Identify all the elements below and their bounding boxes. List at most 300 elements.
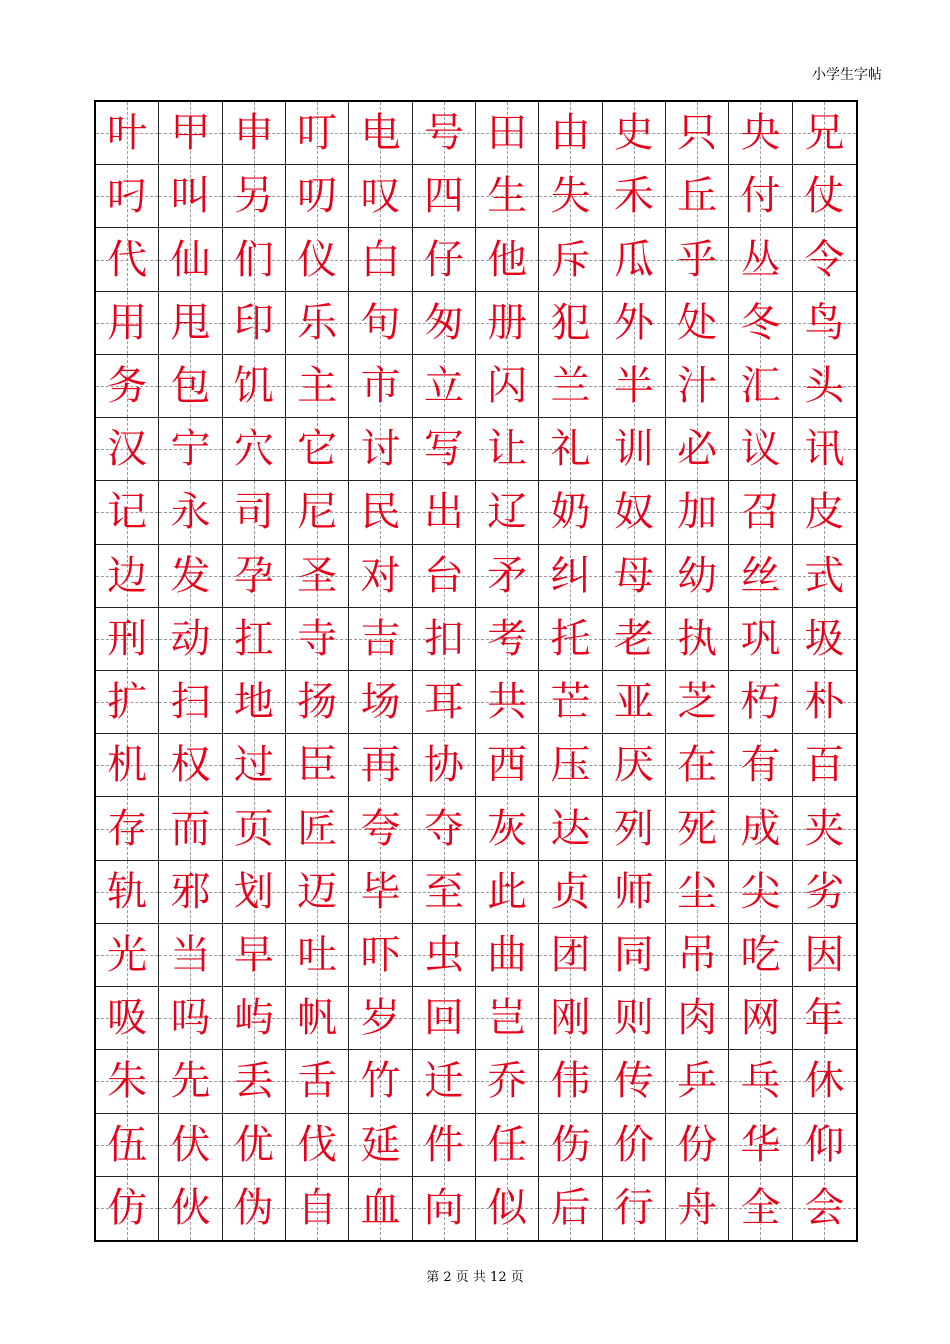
- practice-character: 民: [360, 489, 401, 536]
- practice-character: 舌: [297, 1058, 338, 1105]
- grid-cell: [223, 987, 286, 1050]
- grid-cell: [286, 1177, 349, 1240]
- grid-cell: [413, 228, 476, 291]
- grid-cell: [159, 987, 222, 1050]
- practice-character: 令: [804, 236, 845, 283]
- grid-cell: [96, 734, 159, 797]
- grid-cell: [476, 1050, 539, 1113]
- grid-cell: [286, 355, 349, 418]
- practice-character: 汉: [107, 426, 148, 473]
- practice-character: 让: [487, 426, 528, 473]
- grid-cell: [286, 1050, 349, 1113]
- practice-character: 加: [677, 489, 718, 536]
- practice-character: 至: [423, 868, 464, 915]
- grid-cell: [539, 292, 602, 355]
- practice-character: 训: [613, 426, 654, 473]
- grid-cell: [349, 671, 412, 734]
- practice-character: 灰: [487, 805, 528, 852]
- grid-cell: [539, 228, 602, 291]
- practice-character: 孕: [233, 552, 274, 599]
- practice-character: 吸: [107, 995, 148, 1042]
- grid-cell: [666, 1050, 729, 1113]
- practice-character: 仗: [804, 173, 845, 220]
- grid-cell: [793, 671, 856, 734]
- practice-character: 乐: [297, 299, 338, 346]
- grid-cell: [159, 797, 222, 860]
- practice-character: 竹: [360, 1058, 401, 1105]
- practice-character: 此: [487, 868, 528, 915]
- practice-character: 轨: [107, 868, 148, 915]
- practice-character: 尼: [297, 489, 338, 536]
- practice-character: 叼: [107, 173, 148, 220]
- grid-cell: [159, 671, 222, 734]
- practice-character: 会: [804, 1185, 845, 1232]
- practice-character: 冬: [740, 299, 781, 346]
- practice-character: 同: [613, 931, 654, 978]
- grid-cell: [666, 608, 729, 671]
- practice-character: 伏: [170, 1121, 211, 1168]
- practice-character: 匆: [423, 299, 464, 346]
- practice-character: 电: [360, 110, 401, 157]
- grid-cell: [159, 861, 222, 924]
- practice-character: 叮: [297, 110, 338, 157]
- practice-character: 达: [550, 805, 591, 852]
- grid-cell: [666, 671, 729, 734]
- grid-cell: [96, 102, 159, 165]
- grid-cell: [286, 797, 349, 860]
- practice-character: 另: [233, 173, 274, 220]
- grid-cell: [539, 1177, 602, 1240]
- grid-cell: [666, 228, 729, 291]
- practice-character: 任: [487, 1121, 528, 1168]
- practice-character: 迈: [297, 868, 338, 915]
- grid-cell: [476, 228, 539, 291]
- practice-character: 伍: [107, 1121, 148, 1168]
- practice-character: 幼: [677, 552, 718, 599]
- practice-character: 白: [360, 236, 401, 283]
- practice-character: 刚: [550, 995, 591, 1042]
- practice-character: 光: [107, 931, 148, 978]
- grid-cell: [539, 545, 602, 608]
- practice-character: 汇: [740, 362, 781, 409]
- practice-character: 地: [233, 679, 274, 726]
- grid-cell: [349, 545, 412, 608]
- grid-cell: [349, 734, 412, 797]
- grid-cell: [286, 228, 349, 291]
- grid-cell: [223, 545, 286, 608]
- practice-character: 丝: [740, 552, 781, 599]
- practice-character: 式: [804, 552, 845, 599]
- grid-cell: [666, 987, 729, 1050]
- grid-cell: [223, 292, 286, 355]
- practice-character: 瓜: [613, 236, 654, 283]
- grid-cell: [413, 1114, 476, 1177]
- practice-character: 因: [804, 931, 845, 978]
- practice-character: 必: [677, 426, 718, 473]
- grid-cell: [476, 1177, 539, 1240]
- practice-character: 伟: [550, 1058, 591, 1105]
- grid-cell: [729, 797, 792, 860]
- grid-cell: [286, 608, 349, 671]
- grid-cell: [539, 418, 602, 481]
- grid-cell: [666, 734, 729, 797]
- practice-character: 机: [107, 742, 148, 789]
- grid-cell: [286, 481, 349, 544]
- practice-character: 朽: [740, 679, 781, 726]
- practice-character: 老: [613, 615, 654, 662]
- grid-cell: [96, 608, 159, 671]
- practice-character: 记: [107, 489, 148, 536]
- grid-cell: [223, 102, 286, 165]
- grid-cell: [793, 734, 856, 797]
- grid-cell: [96, 987, 159, 1050]
- grid-cell: [729, 671, 792, 734]
- practice-character: 丘: [677, 173, 718, 220]
- grid-cell: [603, 102, 666, 165]
- practice-character: 则: [613, 995, 654, 1042]
- grid-cell: [603, 608, 666, 671]
- grid-cell: [793, 797, 856, 860]
- grid-cell: [286, 545, 349, 608]
- grid-cell: [349, 481, 412, 544]
- practice-character: 包: [170, 362, 211, 409]
- practice-character: 再: [360, 742, 401, 789]
- grid-cell: [603, 355, 666, 418]
- practice-character: 讯: [804, 426, 845, 473]
- practice-character: 扬: [297, 679, 338, 726]
- grid-cell: [539, 1050, 602, 1113]
- grid-cell: [793, 165, 856, 228]
- grid-cell: [413, 734, 476, 797]
- practice-character: 岂: [487, 995, 528, 1042]
- grid-cell: [476, 545, 539, 608]
- practice-character: 奴: [613, 489, 654, 536]
- practice-character: 回: [423, 995, 464, 1042]
- grid-cell: [539, 734, 602, 797]
- practice-character: 迁: [423, 1058, 464, 1105]
- grid-cell: [793, 292, 856, 355]
- practice-character: 考: [487, 615, 528, 662]
- practice-character: 芝: [677, 679, 718, 726]
- practice-character: 仿: [107, 1185, 148, 1232]
- practice-grid: [94, 100, 858, 1242]
- practice-character: 叨: [297, 173, 338, 220]
- grid-cell: [476, 671, 539, 734]
- grid-cell: [729, 228, 792, 291]
- grid-cell: [223, 608, 286, 671]
- practice-character: 贞: [550, 868, 591, 915]
- practice-character: 乒: [677, 1058, 718, 1105]
- practice-character: 仪: [297, 236, 338, 283]
- grid-cell: [603, 545, 666, 608]
- grid-cell: [96, 545, 159, 608]
- grid-cell: [603, 671, 666, 734]
- practice-character: 母: [613, 552, 654, 599]
- grid-cell: [349, 102, 412, 165]
- practice-character: 用: [107, 299, 148, 346]
- practice-character: 圾: [804, 615, 845, 662]
- practice-character: 划: [233, 868, 274, 915]
- grid-cell: [476, 861, 539, 924]
- practice-character: 穴: [233, 426, 274, 473]
- grid-cell: [223, 1050, 286, 1113]
- grid-cell: [666, 924, 729, 987]
- grid-cell: [793, 355, 856, 418]
- practice-character: 帆: [297, 995, 338, 1042]
- practice-character: 扣: [423, 615, 464, 662]
- grid-cell: [159, 355, 222, 418]
- practice-character: 议: [740, 426, 781, 473]
- practice-character: 写: [423, 426, 464, 473]
- grid-cell: [729, 292, 792, 355]
- practice-character: 团: [550, 931, 591, 978]
- grid-cell: [349, 292, 412, 355]
- grid-cell: [413, 102, 476, 165]
- grid-cell: [476, 292, 539, 355]
- grid-cell: [96, 924, 159, 987]
- practice-character: 吉: [360, 615, 401, 662]
- grid-cell: [413, 608, 476, 671]
- practice-character: 延: [360, 1121, 401, 1168]
- practice-character: 甩: [170, 299, 211, 346]
- grid-cell: [603, 1114, 666, 1177]
- grid-cell: [539, 924, 602, 987]
- practice-character: 仙: [170, 236, 211, 283]
- practice-character: 饥: [233, 362, 274, 409]
- grid-cell: [223, 924, 286, 987]
- grid-cell: [476, 418, 539, 481]
- grid-cell: [96, 355, 159, 418]
- grid-cell: [666, 861, 729, 924]
- grid-cell: [793, 1177, 856, 1240]
- practice-character: 先: [170, 1058, 211, 1105]
- grid-cell: [349, 987, 412, 1050]
- grid-cell: [349, 165, 412, 228]
- practice-character: 自: [297, 1185, 338, 1232]
- practice-character: 执: [677, 615, 718, 662]
- practice-character: 他: [487, 236, 528, 283]
- header-title: 小学生字帖: [812, 67, 882, 83]
- grid-cell: [96, 481, 159, 544]
- practice-character: 叹: [360, 173, 401, 220]
- grid-cell: [539, 797, 602, 860]
- grid-cell: [223, 1177, 286, 1240]
- grid-cell: [476, 355, 539, 418]
- practice-character: 田: [487, 110, 528, 157]
- grid-cell: [96, 797, 159, 860]
- practice-character: 汁: [677, 362, 718, 409]
- practice-character: 立: [423, 362, 464, 409]
- grid-cell: [223, 228, 286, 291]
- practice-character: 讨: [360, 426, 401, 473]
- grid-cell: [349, 861, 412, 924]
- grid-cell: [349, 1177, 412, 1240]
- grid-cell: [159, 734, 222, 797]
- grid-cell: [539, 165, 602, 228]
- practice-character: 边: [107, 552, 148, 599]
- grid-cell: [476, 734, 539, 797]
- practice-character: 扩: [107, 679, 148, 726]
- grid-cell: [729, 861, 792, 924]
- practice-character: 申: [233, 110, 274, 157]
- practice-character: 列: [613, 805, 654, 852]
- grid-cell: [96, 165, 159, 228]
- grid-cell: [159, 481, 222, 544]
- practice-character: 百: [804, 742, 845, 789]
- grid-cell: [603, 418, 666, 481]
- practice-character: 付: [740, 173, 781, 220]
- practice-character: 印: [233, 299, 274, 346]
- grid-cell: [413, 545, 476, 608]
- practice-character: 犯: [550, 299, 591, 346]
- grid-cell: [476, 165, 539, 228]
- practice-character: 向: [423, 1185, 464, 1232]
- practice-character: 厌: [613, 742, 654, 789]
- practice-character: 夺: [423, 805, 464, 852]
- practice-character: 头: [804, 362, 845, 409]
- grid-cell: [349, 1050, 412, 1113]
- practice-character: 司: [233, 489, 274, 536]
- grid-cell: [729, 1050, 792, 1113]
- practice-character: 四: [423, 173, 464, 220]
- grid-cell: [159, 102, 222, 165]
- grid-cell: [223, 165, 286, 228]
- grid-cell: [539, 608, 602, 671]
- practice-character: 夹: [804, 805, 845, 852]
- practice-character: 份: [677, 1121, 718, 1168]
- grid-cell: [603, 292, 666, 355]
- grid-cell: [413, 1050, 476, 1113]
- grid-cell: [413, 165, 476, 228]
- practice-character: 场: [360, 679, 401, 726]
- practice-character: 吐: [297, 931, 338, 978]
- grid-cell: [476, 1114, 539, 1177]
- practice-character: 岁: [360, 995, 401, 1042]
- grid-cell: [666, 1114, 729, 1177]
- practice-character: 吓: [360, 931, 401, 978]
- practice-character: 尘: [677, 868, 718, 915]
- practice-character: 矛: [487, 552, 528, 599]
- grid-cell: [349, 418, 412, 481]
- grid-cell: [223, 861, 286, 924]
- grid-cell: [223, 734, 286, 797]
- practice-character: 它: [297, 426, 338, 473]
- grid-cell: [223, 797, 286, 860]
- grid-cell: [413, 987, 476, 1050]
- grid-cell: [159, 1050, 222, 1113]
- practice-character: 邪: [170, 868, 211, 915]
- practice-character: 传: [613, 1058, 654, 1105]
- grid-cell: [729, 734, 792, 797]
- page-footer: 第 2 页 共 12 页: [426, 1270, 524, 1285]
- grid-cell: [666, 355, 729, 418]
- practice-character: 们: [233, 236, 274, 283]
- practice-character: 伪: [233, 1185, 274, 1232]
- practice-character: 成: [740, 805, 781, 852]
- practice-character: 动: [170, 615, 211, 662]
- grid-cell: [159, 292, 222, 355]
- practice-character: 血: [360, 1185, 401, 1232]
- grid-cell: [666, 165, 729, 228]
- grid-cell: [96, 228, 159, 291]
- practice-character: 师: [613, 868, 654, 915]
- grid-cell: [793, 608, 856, 671]
- practice-character: 网: [740, 995, 781, 1042]
- practice-character: 肉: [677, 995, 718, 1042]
- practice-character: 对: [360, 552, 401, 599]
- practice-character: 兰: [550, 362, 591, 409]
- practice-character: 伙: [170, 1185, 211, 1232]
- grid-cell: [476, 102, 539, 165]
- practice-character: 共: [487, 679, 528, 726]
- practice-character: 扛: [233, 615, 274, 662]
- practice-character: 朱: [107, 1058, 148, 1105]
- practice-character: 永: [170, 489, 211, 536]
- grid-cell: [666, 797, 729, 860]
- grid-cell: [729, 608, 792, 671]
- practice-character: 生: [487, 173, 528, 220]
- grid-cell: [539, 102, 602, 165]
- grid-cell: [793, 228, 856, 291]
- practice-character: 件: [423, 1121, 464, 1168]
- practice-character: 乎: [677, 236, 718, 283]
- grid-cell: [96, 292, 159, 355]
- practice-character: 在: [677, 742, 718, 789]
- grid-cell: [413, 481, 476, 544]
- grid-cell: [539, 355, 602, 418]
- practice-character: 刑: [107, 615, 148, 662]
- practice-character: 压: [550, 742, 591, 789]
- practice-character: 叫: [170, 173, 211, 220]
- grid-cell: [159, 228, 222, 291]
- grid-cell: [539, 987, 602, 1050]
- practice-character: 仰: [804, 1121, 845, 1168]
- practice-character: 鸟: [804, 299, 845, 346]
- practice-character: 权: [170, 742, 211, 789]
- practice-character: 西: [487, 742, 528, 789]
- practice-character: 劣: [804, 868, 845, 915]
- practice-character: 年: [804, 995, 845, 1042]
- grid-cell: [413, 292, 476, 355]
- practice-character: 奶: [550, 489, 591, 536]
- grid-cell: [603, 481, 666, 544]
- grid-cell: [476, 987, 539, 1050]
- practice-character: 吊: [677, 931, 718, 978]
- practice-character: 毕: [360, 868, 401, 915]
- practice-character: 半: [613, 362, 654, 409]
- practice-character: 号: [423, 110, 464, 157]
- grid-cell: [729, 481, 792, 544]
- grid-cell: [286, 987, 349, 1050]
- grid-cell: [793, 861, 856, 924]
- practice-character: 伐: [297, 1121, 338, 1168]
- practice-character: 央: [740, 110, 781, 157]
- practice-character: 虫: [423, 931, 464, 978]
- grid-cell: [793, 481, 856, 544]
- practice-character: 似: [487, 1185, 528, 1232]
- grid-cell: [413, 924, 476, 987]
- grid-cell: [793, 924, 856, 987]
- practice-character: 纠: [550, 552, 591, 599]
- grid-cell: [159, 165, 222, 228]
- grid-cell: [413, 797, 476, 860]
- grid-cell: [793, 987, 856, 1050]
- grid-cell: [223, 481, 286, 544]
- grid-cell: [539, 861, 602, 924]
- grid-cell: [96, 418, 159, 481]
- grid-cell: [159, 545, 222, 608]
- practice-character: 伤: [550, 1121, 591, 1168]
